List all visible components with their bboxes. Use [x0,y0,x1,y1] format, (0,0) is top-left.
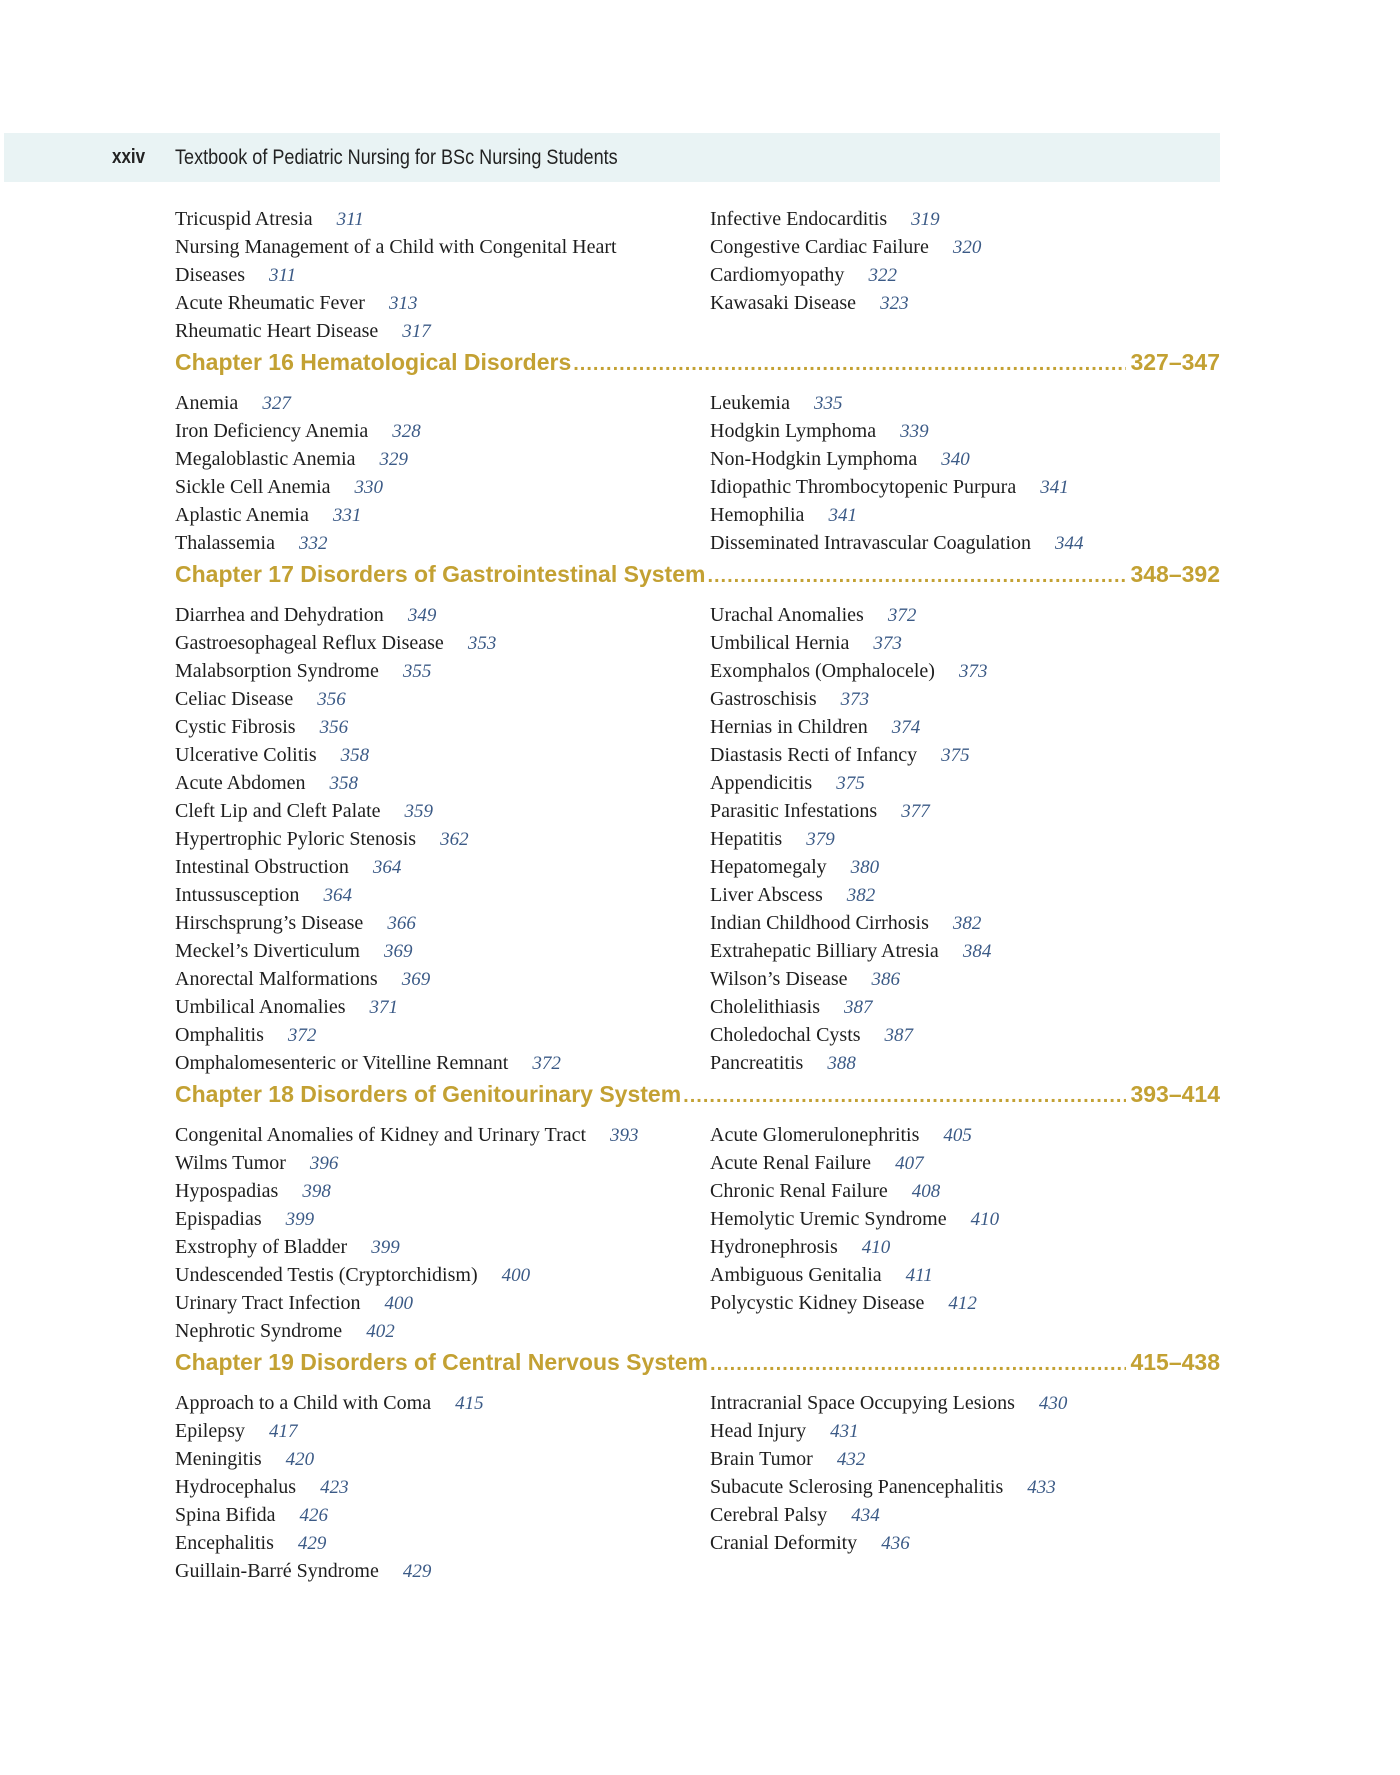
entry-page-number: 358 [340,745,370,766]
entry-page-number: 353 [467,633,497,654]
entry-page-number: 358 [329,773,359,794]
entry-title: Sickle Cell Anemia [175,476,331,498]
entry-title: Acute Renal Failure [710,1152,872,1174]
entry-page-number: 429 [402,1561,432,1582]
entry-title: Infective Endocarditis [710,208,888,230]
toc-entry[interactable] [175,713,710,741]
toc-entry[interactable] [710,1049,1220,1077]
entry-title: Nephrotic Syndrome [175,1320,343,1342]
toc-entry[interactable] [175,261,710,289]
entry-title: Nursing Management of a Child with Congenital Heart [175,236,617,258]
toc-entry[interactable] [710,1473,1220,1501]
entry-title: Cardiomyopathy [710,264,845,286]
chapter-topics [175,601,1220,1077]
toc-entry[interactable] [710,853,1220,881]
entry-page-number: 332 [298,533,328,554]
toc-entry[interactable] [710,1445,1220,1473]
chapter-title: Chapter 17 Disorders of Gastrointestinal System [175,561,706,587]
entry-title: Non-Hodgkin Lymphoma [710,448,918,470]
toc-entry[interactable] [175,1289,710,1317]
entry-title: Celiac Disease [175,688,294,710]
toc-entry[interactable] [710,937,1220,965]
toc-entry[interactable] [710,205,1220,233]
entry-page-number: 399 [285,1209,315,1230]
entry-page-number: 355 [402,661,432,682]
toc-entry[interactable] [175,501,710,529]
entry-title: Cholelithiasis [710,996,820,1018]
entry-title: Hemophilia [710,504,805,526]
toc-entry[interactable] [710,529,1220,557]
entry-title: Wilson’s Disease [710,968,848,990]
entry-title: Gastroschisis [710,688,817,710]
entry-title: Ulcerative Colitis [175,744,317,766]
entry-page-number: 373 [958,661,988,682]
chapter-topics [175,389,1220,557]
entry-page-number: 400 [501,1265,531,1286]
entry-title: Omphalomesenteric or Vitelline Remnant [175,1052,509,1074]
right-column [710,601,1220,1077]
toc-entry[interactable] [710,501,1220,529]
entry-title: Meckel’s Diverticulum [175,940,360,962]
toc-entry[interactable] [710,909,1220,937]
toc-entry[interactable] [175,741,710,769]
entry-title: Cerebral Palsy [710,1504,828,1526]
entry-title: Gastroesophageal Reflux Disease [175,632,444,654]
entry-title: Spina Bifida [175,1504,276,1526]
toc-entry[interactable] [710,1233,1220,1261]
toc-entry[interactable] [175,1233,710,1261]
entry-title: Tricuspid Atresia [175,208,313,230]
entry-title: Liver Abscess [710,884,823,906]
chapter-page-range: 327–347 [1130,349,1220,375]
entry-title: Kawasaki Disease [710,292,857,314]
entry-page-number: 349 [407,605,437,626]
continuation-left-column [175,205,710,345]
entry-page-number: 411 [905,1265,933,1286]
entry-title: Megaloblastic Anemia [175,448,356,470]
entry-title: Aplastic Anemia [175,504,309,526]
toc-entry[interactable] [710,1529,1220,1557]
entry-title: Encephalitis [175,1532,274,1554]
entry-page-number: 373 [873,633,902,654]
entry-title: Head Injury [710,1420,807,1442]
entry-page-number: 379 [806,829,835,850]
entry-title: Appendicitis [710,772,813,794]
entry-title: Cystic Fibrosis [175,716,296,738]
entry-title: Extrahepatic Billiary Atresia [710,940,939,962]
toc-entry[interactable] [710,713,1220,741]
entry-page-number: 402 [366,1321,395,1342]
toc-entry[interactable] [175,629,710,657]
toc-entry[interactable] [175,881,710,909]
entry-page-number: 330 [354,477,384,498]
toc-entry[interactable] [175,965,710,993]
chapter-section [175,557,1220,1077]
toc-entry[interactable] [175,1501,710,1529]
toc-entry[interactable] [175,769,710,797]
toc-entry[interactable] [710,233,1220,261]
entry-page-number: 364 [372,857,402,878]
right-column [710,1389,1220,1585]
entry-title: Wilms Tumor [175,1152,286,1174]
entry-title: Hepatitis [710,828,783,850]
dot-leader [710,1353,1126,1376]
entry-page-number: 339 [900,421,929,442]
entry-title: Undescended Testis (Cryptorchidism) [175,1264,478,1286]
toc-entry[interactable] [710,601,1220,629]
chapter-section [175,345,1220,557]
entry-title: Brain Tumor [710,1448,813,1470]
toc-entry[interactable] [710,289,1220,317]
entry-title: Hodgkin Lymphoma [710,420,877,442]
toc-entry[interactable] [175,1389,710,1417]
left-column [175,389,710,557]
left-column [175,601,710,1077]
entry-page-number: 387 [884,1025,914,1046]
entry-page-number: 372 [887,605,917,626]
entry-title: Idiopathic Thrombocytopenic Purpura [710,476,1017,498]
toc-entry[interactable] [175,529,710,557]
toc-entry[interactable] [175,1417,710,1445]
chapter-title: Chapter 16 Hematological Disorders [175,349,572,375]
toc-entry[interactable] [175,1557,710,1585]
toc-entry[interactable] [710,417,1220,445]
chapter-section [175,1345,1220,1585]
entry-page-number: 429 [297,1533,327,1554]
entry-page-number: 340 [941,449,970,470]
toc-entry[interactable] [175,1049,710,1077]
toc-entry[interactable] [175,825,710,853]
toc-entry[interactable] [175,1529,710,1557]
entry-title: Hypertrophic Pyloric Stenosis [175,828,417,850]
entry-page-number: 313 [388,293,418,314]
entry-page-number: 328 [392,421,421,442]
entry-title: Urachal Anomalies [710,604,864,626]
toc-entry[interactable] [175,1445,710,1473]
entry-page-number: 382 [846,885,876,906]
toc-entry[interactable] [710,1261,1220,1289]
chapter-heading[interactable] [175,1345,1220,1389]
toc-entry[interactable] [710,629,1220,657]
chapter-heading[interactable] [175,1077,1220,1121]
entry-page-number: 322 [868,265,897,286]
entry-page-number: 396 [309,1153,339,1174]
toc-entry[interactable] [175,993,710,1021]
left-column [175,1389,710,1585]
chapter-heading[interactable] [175,557,1220,601]
toc-entry[interactable] [175,445,710,473]
toc-entry[interactable] [175,1205,710,1233]
page-number: xxiv [112,146,146,168]
entry-title: Malabsorption Syndrome [175,660,379,682]
entry-page-number: 374 [891,717,921,738]
toc-entry[interactable] [175,417,710,445]
toc-entry[interactable] [710,769,1220,797]
entry-title: Epilepsy [175,1420,245,1442]
chapter-topics [175,1121,1220,1345]
dot-leader [707,565,1126,588]
entry-title: Iron Deficiency Anemia [175,420,369,442]
entry-title: Parasitic Infestations [710,800,878,822]
entry-title: Intussusception [175,884,300,906]
entry-page-number: 375 [941,745,970,766]
entry-page-number: 317 [402,321,431,342]
entry-title: Ambiguous Genitalia [710,1264,882,1286]
entry-page-number: 380 [850,857,880,878]
entry-page-number: 371 [369,997,399,1018]
entry-page-number: 341 [828,505,857,526]
toc-entry[interactable] [175,601,710,629]
toc-entry[interactable] [175,797,710,825]
toc-entry[interactable] [710,1177,1220,1205]
entry-page-number: 335 [813,393,843,414]
entry-title: Anorectal Malformations [175,968,378,990]
toc-entry[interactable] [175,685,710,713]
entry-title: Hepatomegaly [710,856,827,878]
entry-page-number: 356 [319,717,349,738]
entry-title: Umbilical Anomalies [175,996,346,1018]
entry-page-number: 412 [948,1293,977,1314]
entry-title: Chronic Renal Failure [710,1180,888,1202]
toc-entry[interactable] [710,1501,1220,1529]
entry-page-number: 430 [1038,1393,1068,1414]
entry-title: Choledochal Cysts [710,1024,861,1046]
entry-page-number: 398 [302,1181,331,1202]
entry-title: Anemia [175,392,239,414]
toc-entry[interactable] [175,1177,710,1205]
entry-title: Hemolytic Uremic Syndrome [710,1208,947,1230]
entry-title: Guillain-Barré Syndrome [175,1560,379,1582]
entry-page-number: 366 [387,913,416,934]
entry-page-number: 331 [332,505,362,526]
entry-page-number: 311 [336,209,364,230]
toc-entry[interactable] [175,909,710,937]
toc-entry[interactable] [710,1021,1220,1049]
entry-page-number: 407 [895,1153,924,1174]
entry-title: Congestive Cardiac Failure [710,236,929,258]
dot-leader [573,353,1126,376]
entry-title: Urinary Tract Infection [175,1292,361,1314]
toc-entry[interactable] [175,1473,710,1501]
entry-title: Intracranial Space Occupying Lesions [710,1392,1015,1414]
entry-page-number: 426 [299,1505,329,1526]
right-column [710,1121,1220,1345]
toc-entry[interactable] [175,657,710,685]
entry-page-number: 387 [844,997,873,1018]
toc-entry[interactable] [175,389,710,417]
toc-entry[interactable] [175,1261,710,1289]
entry-page-number: 319 [911,209,940,230]
entry-page-number: 420 [285,1449,315,1470]
entry-title: Hydronephrosis [710,1236,838,1258]
entry-page-number: 359 [404,801,433,822]
toc-entry[interactable] [175,233,710,261]
entry-title: Congenital Anomalies of Kidney and Urinary Tract [175,1124,587,1146]
entry-title: Subacute Sclerosing Panencephalitis [710,1476,1004,1498]
entry-page-number: 423 [320,1477,349,1498]
toc-entry[interactable] [710,1121,1220,1149]
entry-title: Leukemia [710,392,790,414]
toc-entry[interactable] [710,797,1220,825]
entry-page-number: 373 [840,689,870,710]
entry-title: Diseases [175,264,245,286]
entry-title: Hydrocephalus [175,1476,297,1498]
toc-entry[interactable] [175,1121,710,1149]
toc-entry[interactable] [710,881,1220,909]
entry-page-number: 434 [851,1505,880,1526]
chapter-topics [175,1389,1220,1585]
entry-page-number: 377 [901,801,930,822]
toc-entry[interactable] [710,473,1220,501]
entry-page-number: 382 [952,913,982,934]
toc-entry[interactable] [710,993,1220,1021]
entry-title: Meningitis [175,1448,262,1470]
entry-page-number: 386 [871,969,901,990]
chapter-page-range: 393–414 [1130,1081,1220,1107]
toc-entry[interactable] [175,1149,710,1177]
entry-page-number: 384 [962,941,992,962]
toc-entry[interactable] [710,657,1220,685]
entry-title: Pancreatitis [710,1052,804,1074]
entry-page-number: 344 [1055,533,1084,554]
entry-page-number: 410 [970,1209,1000,1230]
entry-title: Polycystic Kidney Disease [710,1292,925,1314]
entry-page-number: 364 [323,885,352,906]
chapters-container [175,345,1220,1585]
entry-page-number: 417 [269,1421,298,1442]
continuation-right-column [710,205,1220,345]
entry-page-number: 311 [268,265,297,286]
entry-page-number: 433 [1027,1477,1056,1498]
chapter-section [175,1077,1220,1345]
toc-entry[interactable] [710,741,1220,769]
toc-entry[interactable] [710,1417,1220,1445]
entry-page-number: 341 [1040,477,1069,498]
toc-entry[interactable] [175,1021,710,1049]
toc-entry[interactable] [710,1389,1220,1417]
entry-page-number: 327 [262,393,291,414]
entry-title: Umbilical Hernia [710,632,850,654]
toc-entry[interactable] [175,317,710,345]
entry-title: Hirschsprung’s Disease [175,912,364,934]
chapter-page-range: 348–392 [1130,561,1220,587]
entry-page-number: 399 [371,1237,400,1258]
entry-page-number: 431 [830,1421,859,1442]
toc-entry[interactable] [710,965,1220,993]
toc-entry[interactable] [175,853,710,881]
entry-title: Thalassemia [175,532,275,554]
left-column [175,1121,710,1345]
entry-title: Acute Glomerulonephritis [710,1124,920,1146]
dot-leader [683,1085,1126,1108]
toc-entry[interactable] [710,1149,1220,1177]
entry-page-number: 362 [440,829,469,850]
toc-entry[interactable] [175,473,710,501]
entry-page-number: 400 [384,1293,414,1314]
entry-title: Disseminated Intravascular Coagulation [710,532,1032,554]
entry-page-number: 415 [455,1393,484,1414]
table-of-contents [175,205,1220,1585]
entry-page-number: 393 [610,1125,639,1146]
toc-entry[interactable] [175,1317,710,1345]
toc-entry[interactable] [710,685,1220,713]
toc-entry[interactable] [710,445,1220,473]
toc-entry[interactable] [175,205,710,233]
entry-title: Hypospadias [175,1180,279,1202]
entry-page-number: 405 [943,1125,972,1146]
toc-entry[interactable] [710,825,1220,853]
entry-page-number: 388 [827,1053,856,1074]
entry-title: Diarrhea and Dehydration [175,604,384,626]
entry-title: Cranial Deformity [710,1532,858,1554]
toc-entry[interactable] [710,389,1220,417]
entry-title: Approach to a Child with Coma [175,1392,432,1414]
entry-page-number: 408 [911,1181,941,1202]
entry-page-number: 323 [880,293,909,314]
entry-title: Indian Childhood Cirrhosis [710,912,929,934]
toc-entry[interactable] [175,937,710,965]
entry-title: Exstrophy of Bladder [175,1236,348,1258]
toc-entry[interactable] [175,289,710,317]
toc-entry[interactable] [710,1289,1220,1317]
entry-title: Diastasis Recti of Infancy [710,744,918,766]
entry-page-number: 372 [532,1053,561,1074]
book-title: Textbook of Pediatric Nursing for BSc Nursing Students [175,146,618,169]
chapter-title: Chapter 19 Disorders of Central Nervous System [175,1349,709,1375]
entry-page-number: 369 [383,941,413,962]
entry-page-number: 372 [287,1025,317,1046]
entry-title: Exomphalos (Omphalocele) [710,660,935,682]
right-column [710,389,1220,557]
entry-page-number: 320 [952,237,982,258]
entry-page-number: 436 [881,1533,910,1554]
entry-page-number: 329 [379,449,409,470]
entry-title: Cleft Lip and Cleft Palate [175,800,381,822]
entry-title: Acute Rheumatic Fever [175,292,365,314]
toc-entry[interactable] [710,261,1220,289]
entry-title: Rheumatic Heart Disease [175,320,379,342]
chapter-page-range: 415–438 [1130,1349,1220,1375]
entry-page-number: 432 [836,1449,866,1470]
toc-entry[interactable] [710,1205,1220,1233]
entry-title: Acute Abdomen [175,772,306,794]
entry-page-number: 369 [401,969,431,990]
entry-page-number: 410 [861,1237,891,1258]
entry-title: Intestinal Obstruction [175,856,349,878]
chapter-heading[interactable] [175,345,1220,389]
chapter-title: Chapter 18 Disorders of Genitourinary System [175,1081,682,1107]
entry-title: Epispadias [175,1208,262,1230]
entry-page-number: 356 [317,689,346,710]
entry-page-number: 375 [836,773,865,794]
entry-title: Omphalitis [175,1024,264,1046]
entry-title: Hernias in Children [710,716,868,738]
continuation-section [175,205,1220,345]
